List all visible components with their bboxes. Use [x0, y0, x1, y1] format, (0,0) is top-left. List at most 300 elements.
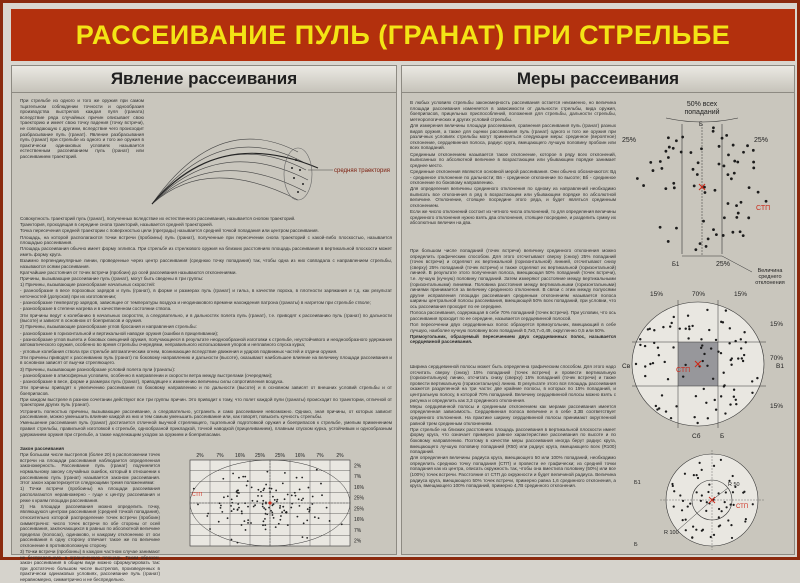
body-paragraph: - разнообразие углов вылета и боковых смещений оружия, получающееся в результате неоднообразной изготовки к стрельбе, неустойчивого и неоднообразного удержания автоматического оружия, особенно во время стрельбы очередями, неправильного использования упоров и неплавного спуска курка; — [20, 336, 392, 348]
median-deviation-figure — [620, 96, 792, 284]
impact-point — [691, 537, 693, 539]
grid-right-label: 2% — [354, 538, 362, 545]
impact-point — [266, 471, 268, 473]
impact-point — [642, 184, 645, 187]
impact-point — [757, 191, 760, 194]
impact-point — [727, 153, 730, 156]
impact-point — [660, 167, 663, 170]
fig1-caption: Величина — [757, 268, 783, 274]
impact-point — [644, 375, 646, 377]
impact-point — [252, 500, 254, 502]
impact-point — [314, 516, 316, 518]
fig2-b-label: Б — [720, 433, 725, 440]
grid-top-label: 16% — [234, 453, 246, 459]
impact-point — [241, 510, 243, 512]
dispersion-grid-figure — [164, 450, 392, 550]
impact-point — [721, 510, 723, 512]
impact-point — [685, 518, 687, 520]
radius-circles-figure — [632, 446, 788, 550]
impact-point — [752, 149, 755, 152]
impact-point — [714, 399, 716, 401]
impact-point — [209, 528, 211, 530]
impact-point — [262, 489, 264, 491]
impact-point — [689, 503, 691, 505]
impact-point — [275, 526, 277, 528]
impact-point — [652, 169, 655, 172]
impact-point — [263, 507, 265, 509]
impact-point — [241, 513, 243, 515]
impact-point — [657, 347, 659, 349]
impact-point — [733, 504, 735, 506]
impact-point — [311, 503, 313, 505]
impact-point — [720, 395, 722, 397]
impact-point — [735, 403, 737, 405]
impact-point — [668, 146, 671, 149]
impact-point — [751, 380, 753, 382]
impact-point — [236, 495, 238, 497]
impact-point — [268, 507, 270, 509]
impact-point — [700, 147, 703, 150]
impact-point — [739, 230, 742, 233]
impact-point — [681, 136, 684, 139]
impact-point — [316, 469, 318, 471]
impact-point — [718, 516, 720, 518]
impact-point — [297, 516, 299, 518]
impact-point — [247, 522, 249, 524]
impact-point — [279, 519, 281, 521]
impact-point — [221, 511, 223, 513]
law-heading: Закон рассеивания — [20, 446, 64, 451]
page-title: РАССЕИВАНИЕ ПУЛЬ (ГРАНАТ) ПРИ СТРЕЛЬБЕ — [75, 19, 731, 50]
impact-point — [744, 520, 746, 522]
body-paragraph: Точка пересечения средней траектории с поверхностью цели (преграды) называется средней точкой попадания или центром рассеивания. — [20, 228, 319, 234]
impact-point — [655, 405, 657, 407]
impact-point — [705, 402, 707, 404]
impact-point — [309, 509, 311, 511]
impact-point — [724, 501, 726, 503]
impact-point — [718, 508, 720, 510]
impact-point — [652, 362, 654, 364]
fig1-top-label: попаданий — [684, 109, 720, 116]
fig3-b1-label: Б1 — [634, 480, 641, 486]
fig1-caption: отклонения — [755, 280, 785, 286]
impact-point — [667, 136, 670, 139]
impact-point — [279, 507, 281, 509]
impact-point — [696, 173, 699, 176]
body-paragraph: Совокупность траекторий пуль (гранат), полученных вследствие их естественного рассеивания, называется снопом траекторий. — [20, 216, 296, 221]
impact-point — [697, 477, 699, 479]
impact-point — [238, 477, 240, 479]
impact-point — [701, 344, 703, 346]
impact-point — [242, 476, 244, 478]
impact-point — [695, 395, 697, 397]
impact-point — [706, 309, 708, 311]
impact-point — [270, 510, 272, 512]
right-panel-heading: Меры рассеивания — [516, 69, 680, 88]
impact-point — [273, 517, 275, 519]
impact-point — [696, 422, 698, 424]
impact-point — [682, 375, 684, 377]
impact-point — [725, 309, 727, 311]
impact-point — [673, 490, 675, 492]
impact-point — [696, 491, 698, 493]
impact-point — [712, 126, 715, 129]
impact-point — [688, 325, 690, 327]
impact-point — [692, 168, 695, 171]
impact-point — [691, 325, 693, 327]
body-paragraph: 1) Причины, вызывающие разнообразие начальных скоростей: — [20, 282, 156, 288]
impact-point — [707, 417, 709, 419]
impact-point — [693, 474, 695, 476]
impact-point — [284, 498, 286, 500]
impact-point — [329, 520, 331, 522]
grid-top-label: 7% — [216, 453, 224, 459]
body-paragraph: Эти причины приводят к рассеиванию пуль (гранат) по боковому направлению и дальности (высоте), оказывают наибольшее влияние на величину площади рассеивания и в основном зависят от выучки стреляющего. — [20, 354, 392, 366]
impact-point — [700, 338, 702, 340]
impact-point — [308, 511, 310, 513]
impact-point — [667, 378, 669, 380]
impact-point — [700, 347, 702, 349]
impact-point — [690, 151, 693, 154]
measures-paragraph: Если же число отклонений состоит из четного числа отклонений, то для определения величины срединного отклонения нужно взять два отклонения, стоящие посредине, и разделить сумму их абсолютных величин на два. — [410, 209, 616, 226]
impact-point — [271, 488, 273, 490]
grid-top-label: 16% — [294, 453, 306, 459]
grid-right-label: 2% — [354, 463, 362, 470]
impact-point — [302, 498, 304, 500]
impact-point — [699, 462, 701, 464]
impact-point — [727, 173, 730, 176]
fig1-pct-right: 25% — [754, 137, 769, 144]
grid-right-label: 16% — [354, 484, 365, 491]
impact-point — [742, 360, 744, 362]
grid-right-label: 7% — [354, 474, 362, 481]
impact-point — [243, 520, 245, 522]
impact-point — [263, 520, 265, 522]
impact-point — [722, 372, 724, 374]
impact-point — [251, 486, 253, 488]
impact-point — [712, 130, 715, 133]
impact-point — [745, 518, 747, 520]
impact-point — [704, 191, 707, 194]
law-paragraph: 2) На площади рассеивания можно определить точку, являющуюся центром рассеивания (средней точкой попадания), относительно которой распределение точек встречи (пробоин) симметрично: число точек встречи по обе стороны от осей рассеивания, заключающихся в равных по абсолютной величине пределах (полосах), одинаково, и каждому отклонению от оси рассеивания в одну сторону отвечает такое же по величине отклонение в противоположную сторону. — [20, 503, 160, 548]
impact-point — [276, 499, 278, 501]
impact-point — [658, 354, 660, 356]
measures-paragraph: Ширина сердцевинной полосы может быть определена графическим способом. Для этого надо отсчитать сверху (снизу) 15% попаданий (точек встречи) и провести вертикальную (горизонтальную) линию, отсчитать снизу (сверху) 15% попаданий (точек встречи) и также провести вертикальную (горизонтальную) линию. В результате этого вся площадь рассеивания окажется разделенной на три части: две крайние полосы, в которых по 15% попаданий, и центральную полосу, в которой 70% попаданий. Величину сердцевинной полосы можно взять с рисунка и определить как 3,3 срединного отклонения. — [410, 364, 616, 403]
impact-point — [715, 233, 718, 236]
impact-point — [687, 337, 689, 339]
impact-point — [718, 145, 721, 148]
impact-point — [740, 347, 742, 349]
impact-point — [675, 139, 678, 142]
impact-point — [722, 234, 725, 237]
impact-point — [237, 503, 239, 505]
impact-point — [702, 220, 705, 223]
impact-point — [320, 483, 322, 485]
body-paragraph: - разнообразие в весе пороховых зарядов и пуль (гранат), в форме и размерах пуль (гранат) и гильз, в качестве пороха, в плотности заряжания и т.д. как результат неточностей (допусков) при их изготовлении; — [20, 288, 392, 300]
body-paragraph: 3) Причины, вызывающие разнообразие условий полета пули (гранаты): — [20, 366, 176, 372]
impact-point — [699, 242, 702, 245]
impact-point — [752, 167, 755, 170]
impact-point — [740, 338, 742, 340]
impact-point — [701, 494, 703, 496]
impact-point — [283, 510, 285, 512]
impact-point — [675, 405, 677, 407]
impact-point — [667, 240, 670, 243]
impact-point — [220, 507, 222, 509]
impact-point — [308, 487, 310, 489]
impact-point — [271, 512, 273, 514]
impact-point — [206, 515, 208, 517]
impact-point — [765, 200, 768, 203]
impact-point — [247, 506, 249, 508]
impact-point — [341, 523, 343, 525]
impact-point — [746, 144, 749, 147]
body-paragraph: - разнообразие температур зарядов, зависящее от температуры воздуха и неодинакового времени нахождения патрона (гранаты) в нагретом при стрельбе стволе; — [20, 300, 371, 306]
impact-point — [675, 227, 678, 230]
impact-point — [284, 472, 286, 474]
body-paragraph: - разнообразие в горизонтальной и вертикальной наводке оружия (ошибки в прицеливании); — [20, 330, 219, 336]
impact-point — [682, 500, 684, 502]
impact-point — [693, 184, 696, 187]
intro-text — [20, 98, 144, 218]
impact-point — [287, 494, 289, 496]
impact-point — [302, 536, 304, 538]
impact-point — [207, 513, 209, 515]
impact-point — [303, 522, 305, 524]
impact-point — [635, 363, 637, 365]
measures-paragraph: Полоса рассеивания, содержащая в себе 70% попаданий (точек встречи). При условии, что ось рассеивания проходит по ее середине, называется сердцевинной полосой. — [410, 310, 616, 321]
impact-point — [301, 477, 303, 479]
fig2-right-label: 70% — [770, 355, 784, 362]
impact-point — [253, 506, 255, 508]
impact-point — [667, 156, 670, 159]
impact-point — [262, 503, 264, 505]
impact-point — [296, 477, 298, 479]
core-dispersion-figure — [620, 286, 792, 440]
impact-point — [752, 161, 755, 164]
impact-point — [708, 329, 710, 331]
impact-point — [718, 163, 721, 166]
fig2-top-label: 15% — [650, 291, 664, 298]
impact-point — [736, 161, 739, 164]
impact-point — [644, 345, 646, 347]
impact-point — [725, 491, 727, 493]
impact-point — [756, 377, 758, 379]
impact-point — [731, 537, 733, 539]
impact-point — [730, 524, 732, 526]
impact-point — [721, 137, 724, 140]
impact-point — [321, 494, 323, 496]
body-paragraph: При каждом выстреле в разном сочетании действуют все три группы причин. Это приводит к тому, что полет каждой пули (гранаты) происходит по траектории, отличной от траектории других пуль (гранат). — [20, 396, 392, 408]
impact-point — [236, 490, 238, 492]
impact-point — [274, 499, 276, 501]
grid-right-label: 25% — [354, 506, 365, 513]
body-paragraph: Взаимно перпендикулярные линии, проведенные через центр рассеивания (среднюю точку попадания) так, чтобы одна из них совпадала с направлением стрельбы, называются осями рассеивания. — [20, 258, 392, 269]
impact-point — [264, 518, 266, 520]
impact-point — [715, 339, 717, 341]
grid-top-label: 2% — [336, 453, 344, 459]
impact-point — [726, 506, 728, 508]
fig1-pct-bottom: 25% — [716, 261, 731, 268]
impact-point — [734, 340, 736, 342]
impact-point — [231, 502, 233, 504]
measures-paragraph: В любых условиях стрельбы закономерность рассеивания остается неизменно, но величина площади рассеивания изменяется в зависимости от дальности стрельбы, вида оружия, боеприпасов, прицельных приспособлений, положения для стрельбы, дальности стрельбы, метеорологических и других условий стрельбы. — [410, 100, 616, 122]
fig2-cb-label: Сб — [692, 433, 701, 440]
impact-point — [705, 245, 708, 248]
impact-point — [692, 526, 694, 528]
impact-point — [294, 492, 296, 494]
impact-point — [257, 495, 259, 497]
impact-point — [741, 357, 743, 359]
impact-point — [742, 492, 744, 494]
impact-point — [673, 186, 676, 189]
intro-paragraph: При стрельбе из одного и того же оружия при самом тщательном соблюдении точности и однообразия производства выстрелов каждая пуля (граната) вследствие ряда случайных причин описывает свою траекторию и имеет свою точку падения (точку встречи), не совпадающую с другими, вследствие чего происходит разбрасывание пуль (гранат). Явление разбрасывания пуль (гранат) при стрельбе из одного и того же оружия в практически одинаковых условиях называется естественным рассеиванием пуль (гранат) или рассеиванием траекторий. — [20, 98, 144, 159]
body-paragraph: 2) Причины, вызывающие разнообразие углов бросания и направления стрельбы: — [20, 324, 197, 330]
impact-point — [649, 161, 652, 164]
impact-point — [223, 496, 225, 498]
right-panel-header — [402, 66, 794, 93]
grid-stp-label: СТП — [192, 492, 203, 498]
impact-point — [720, 352, 722, 354]
impact-point — [636, 177, 639, 180]
impact-point — [735, 216, 738, 219]
fig1-pct-left: 25% — [622, 137, 637, 144]
fig2-right-label: 15% — [770, 321, 784, 328]
impact-point — [287, 524, 289, 526]
impact-point — [197, 504, 199, 506]
left-panel-header — [12, 66, 396, 93]
body-paragraph: - разнообразие в степени нагрева и в качественном состоянии ствола. — [20, 306, 172, 312]
impact-point — [664, 361, 666, 363]
fig2-stp-label: СТП — [676, 367, 691, 374]
impact-point — [695, 529, 697, 531]
impact-point — [723, 165, 726, 168]
impact-point — [644, 365, 646, 367]
law-text — [20, 446, 160, 583]
impact-point — [737, 212, 740, 215]
impact-point — [295, 495, 297, 497]
impact-point — [705, 510, 707, 512]
impact-point — [299, 489, 301, 491]
impact-point — [227, 517, 229, 519]
impact-point — [250, 522, 252, 524]
impact-point — [232, 473, 234, 475]
impact-point — [231, 539, 233, 541]
impact-point — [247, 519, 249, 521]
impact-point — [730, 359, 732, 361]
impact-point — [751, 392, 753, 394]
fig2-top-label: 70% — [692, 291, 706, 298]
impact-point — [743, 354, 745, 356]
fig3-b-label: Б — [634, 542, 638, 548]
impact-point — [696, 474, 698, 476]
impact-point — [247, 480, 249, 482]
impact-point — [670, 322, 672, 324]
measures-paragraph: Срединным отклонением называется такое отклонение, которое в ряду всех отклонений, выписанных по абсолютной величине в возрастающем или убывающем порядке занимает среднее место. — [410, 151, 616, 168]
grid-right-label: 7% — [354, 527, 362, 534]
impact-point — [662, 326, 664, 328]
impact-point — [732, 475, 734, 477]
impact-point — [718, 492, 720, 494]
impact-point — [702, 529, 704, 531]
impact-point — [218, 521, 220, 523]
impact-point — [265, 528, 267, 530]
impact-point — [684, 473, 686, 475]
impact-point — [725, 134, 728, 137]
impact-point — [670, 417, 672, 419]
body-paragraph: Уменьшение рассеивания пуль (гранат) достигается отличной выучкой стреляющего, тщательной подготовкой оружия и боеприпасов к стрельбе, умелым применением правил стрельбы, правильной изготовкой к стрельбе, однообразной прикладкой, точной наводкой (прицеливанием), плавным спуском курка, устойчивым и однообразным удержанием оружия при стрельбе, а также надлежащим уходом за оружием и боеприпасами. — [20, 420, 392, 437]
impact-point — [747, 216, 750, 219]
grid-top-label: 25% — [254, 453, 266, 459]
impact-point — [733, 160, 736, 163]
body-paragraph: Траектория, проходящая в середине снопа траекторий, называется средней траекторией. — [20, 222, 213, 228]
impact-point — [710, 536, 712, 538]
impact-point — [720, 321, 722, 323]
impact-point — [266, 513, 268, 515]
impact-point — [714, 189, 717, 192]
impact-point — [728, 342, 730, 344]
measures-text-bottom — [410, 364, 616, 550]
impact-point — [742, 151, 745, 154]
impact-point — [659, 160, 662, 163]
measures-paragraph: При стрельбе на близких расстояниях площадь рассеивания в вертикальной плоскости имеет форму круга, что означает примерно равное характеристике рассеивания по высоте и по боковому направлению. Поэтому в качестве меры рассеивания иногда берут радиус круга, вмещающего лучшую половину попаданий (R50) или радиус круга, вмещающего всех (R100) попаданий. — [410, 426, 616, 455]
impact-point — [233, 508, 235, 510]
impact-point — [688, 328, 690, 330]
impact-point — [326, 507, 328, 509]
impact-point — [237, 542, 239, 544]
impact-point — [254, 504, 256, 506]
impact-point — [312, 496, 314, 498]
impact-point — [639, 344, 641, 346]
fig1-stp-label: СТП — [756, 205, 771, 212]
measures-paragraph: При большом числе попаданий (точек встречи) величину срединного отклонения можно определить графическим способом. Для этого отсчитывают сверху (снизу) 25% попаданий (точек встречи) и отделяют их вертикальной (горизонтальной) линией, отсчитывают снизу (сверху) 25% попаданий (точек встречи) и также отделяют их вертикальной (горизонтальной) линией. В результате этого полученная полоса, вмещающая 50% попаданий (точек встречи), т.е. лучшую (кучную) половину попаданий. Затем измеряют расстояние между вертикальными (горизонтальными) линиями. Половина расстояния между вертикальными (горизонтальными) линиями принимается за величину срединного отклонения. В связи с этим между полуосями другие исправления площади рассеивания срединным отклонениям называется полоса ширины центральной полосы рассеивания, вмещающей 50% всех попаданий, при условии, что ось рассеивания проходит по ее середине. — [410, 248, 616, 309]
impact-point — [707, 237, 710, 240]
impact-point — [681, 509, 683, 511]
measures-paragraph: Для определения величины срединного отклонения по одному из направлений необходимо выписать все отклонения в ряд в возрастающем или убывающем порядке по абсолютной величине. Отклонение, стоящее посредине этого ряда, и будет являться срединным отклонением. — [410, 186, 616, 209]
fig3-stp-label: СТП — [736, 504, 749, 510]
impact-point — [665, 410, 667, 412]
impact-point — [286, 512, 288, 514]
measures-paragraph: Для определения величины радиуса круга, вмещающего 50 или 100% попаданий, необходимо определить среднюю точку попадания (СТП) и провести ее графически; из средней точки попадания как из центра, описать окружность так, чтобы она вместила половину (50%) или все (100%) точек встречи. Расстояние от СТП до окружности и будет величиной радиуса. Величина радиуса круга, вмещающего 50% точек встречи, примерно равна 1,6 срединного отклонения, а круга, вмещающего 100% попаданий, примерно 4,7В срединного отклонения. — [410, 455, 616, 489]
impact-point — [735, 204, 738, 207]
impact-point — [262, 500, 264, 502]
right-panel — [401, 65, 795, 555]
impact-point — [713, 465, 715, 467]
impact-point — [673, 506, 675, 508]
impact-point — [720, 459, 722, 461]
impact-point — [730, 364, 732, 366]
impact-point — [706, 501, 708, 503]
impact-point — [730, 177, 733, 180]
measures-paragraph: Прямоугольник, образуемый пересечением двух сердцевинных полос, называется сердцевиной рассеивания. — [410, 333, 616, 345]
impact-point — [723, 216, 726, 219]
impact-point — [729, 327, 731, 329]
impact-point — [282, 506, 284, 508]
impact-point — [700, 500, 702, 502]
impact-point — [710, 347, 712, 349]
grid-top-label: 25% — [274, 453, 286, 459]
impact-point — [275, 490, 277, 492]
impact-point — [740, 201, 743, 204]
impact-point — [265, 509, 267, 511]
impact-point — [301, 499, 303, 501]
impact-point — [733, 389, 735, 391]
impact-point — [306, 537, 308, 539]
impact-point — [671, 483, 673, 485]
body-paragraph: Устранить полностью причины, вызывающие рассеивание, а следовательно, устранить и само рассеивание невозможно. Однако, зная причины, от которых зависит рассеивание, можно уменьшить влияние каждой из них и тем самым уменьшить рассеивание или, как говорят, повысить кучность стрельбы. — [20, 408, 392, 420]
measures-text-mid — [410, 248, 616, 362]
impact-point — [263, 488, 265, 490]
